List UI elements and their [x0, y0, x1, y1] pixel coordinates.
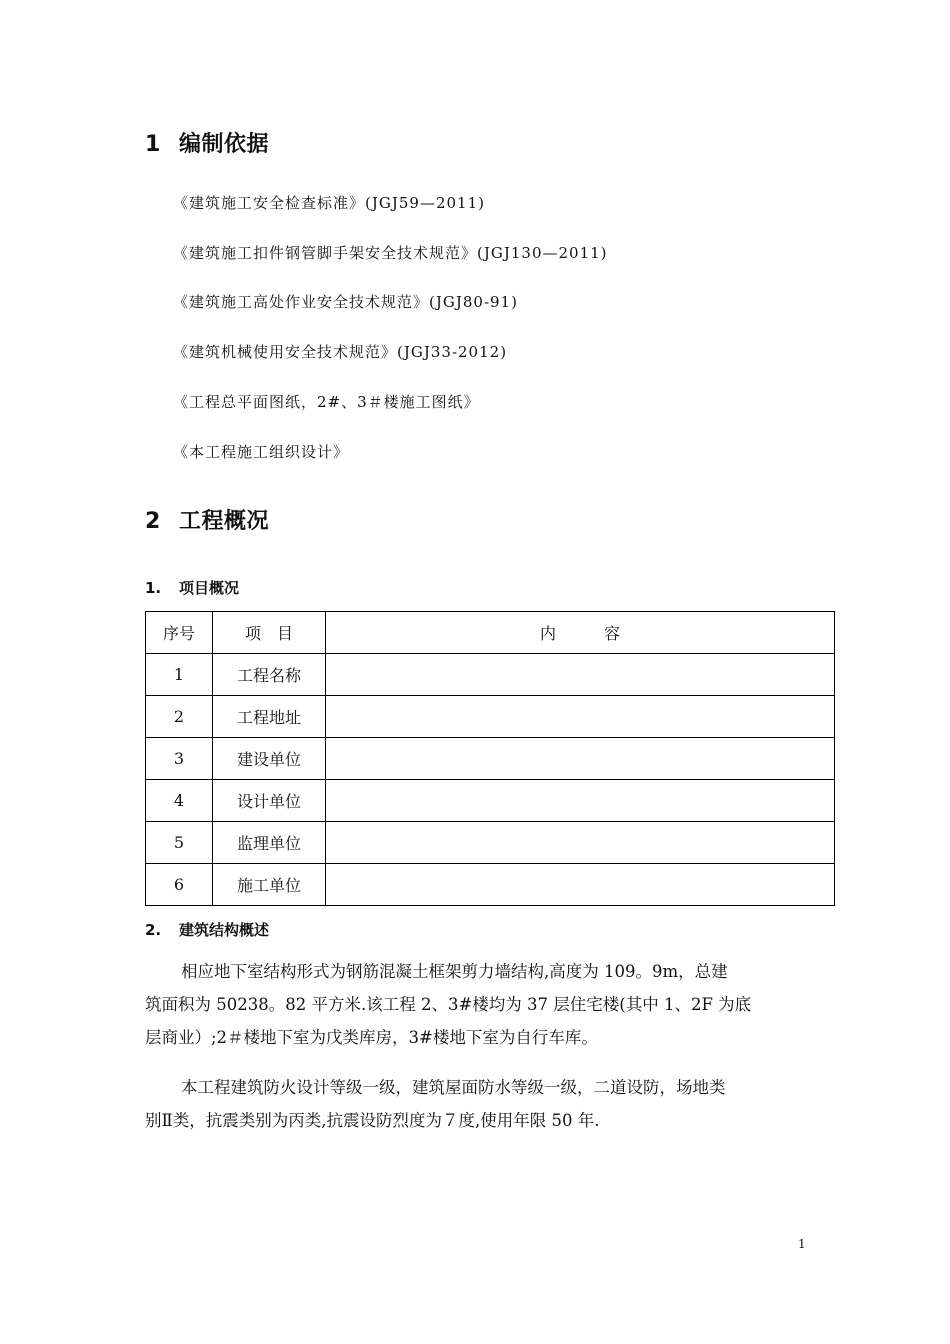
table-row	[146, 780, 835, 822]
row-content	[326, 822, 835, 864]
paragraph-line: 别Ⅱ类，抗震类别为丙类,抗震设防烈度为７度,使用年限 50 年.	[145, 1111, 600, 1130]
table-row	[146, 696, 835, 738]
page-number: 1	[798, 1237, 806, 1251]
table-row	[146, 738, 835, 780]
table-header-row	[146, 612, 835, 654]
row-item: 工程地址	[213, 696, 326, 738]
project-overview-table	[145, 611, 835, 906]
row-index: 4	[146, 780, 213, 822]
reference-item: 《工程总平面图纸，2#、3＃楼施工图纸》	[173, 393, 480, 411]
reference-item: 《建筑施工高处作业安全技术规范》(JGJ80-91)	[173, 293, 518, 311]
reference-item: 《本工程施工组织设计》	[173, 443, 350, 461]
row-index: 1	[146, 654, 213, 696]
paragraph-line: 层商业）;2＃楼地下室为戊类库房，3#楼地下室为自行车库。	[145, 1028, 598, 1047]
row-item: 施工单位	[213, 864, 326, 906]
row-item: 监理单位	[213, 822, 326, 864]
row-content	[326, 654, 835, 696]
paragraph-line: 本工程建筑防火设计等级一级，建筑屋面防水等级一级，二道设防，场地类	[181, 1078, 726, 1097]
paragraph-line: 相应地下室结构形式为钢筋混凝土框架剪力墙结构,高度为 109。9m，总建	[181, 962, 728, 981]
fire-rating-paragraph	[145, 1071, 810, 1137]
row-index: 3	[146, 738, 213, 780]
row-content	[326, 738, 835, 780]
section-2-heading	[145, 504, 269, 535]
section-1-heading	[145, 127, 269, 158]
structure-paragraph	[145, 955, 810, 1054]
row-index: 6	[146, 864, 213, 906]
paragraph-line: 筑面积为 50238。82 平方米.该工程 2、3#楼均为 37 层住宅楼(其中 1、2F 为底	[145, 995, 752, 1014]
reference-item: 《建筑施工扣件钢管脚手架安全技术规范》(JGJ130—2011)	[173, 244, 608, 262]
row-item: 建设单位	[213, 738, 326, 780]
row-content	[326, 696, 835, 738]
row-item: 设计单位	[213, 780, 326, 822]
header-item: 项 目	[213, 612, 326, 654]
header-index: 序号	[146, 612, 213, 654]
section-number: 2	[145, 509, 161, 534]
row-item: 工程名称	[213, 654, 326, 696]
table-row	[146, 822, 835, 864]
table-row	[146, 654, 835, 696]
row-index: 2	[146, 696, 213, 738]
row-index: 5	[146, 822, 213, 864]
section-title: 编制依据	[179, 132, 270, 157]
header-content: 内 容	[326, 612, 835, 654]
subsection-title: 项目概况	[179, 579, 240, 597]
section-title: 工程概况	[179, 509, 270, 534]
row-content	[326, 780, 835, 822]
subsection-title: 建筑结构概述	[179, 921, 270, 939]
table-row	[146, 864, 835, 906]
subsection-heading	[145, 577, 239, 598]
reference-item: 《建筑施工安全检查标准》(JGJ59—2011)	[173, 194, 485, 212]
row-content	[326, 864, 835, 906]
subsection-number: 2.	[145, 921, 162, 939]
reference-item: 《建筑机械使用安全技术规范》(JGJ33-2012)	[173, 343, 508, 361]
subsection-number: 1.	[145, 579, 162, 597]
subsection-heading	[145, 919, 269, 940]
section-number: 1	[145, 132, 161, 157]
